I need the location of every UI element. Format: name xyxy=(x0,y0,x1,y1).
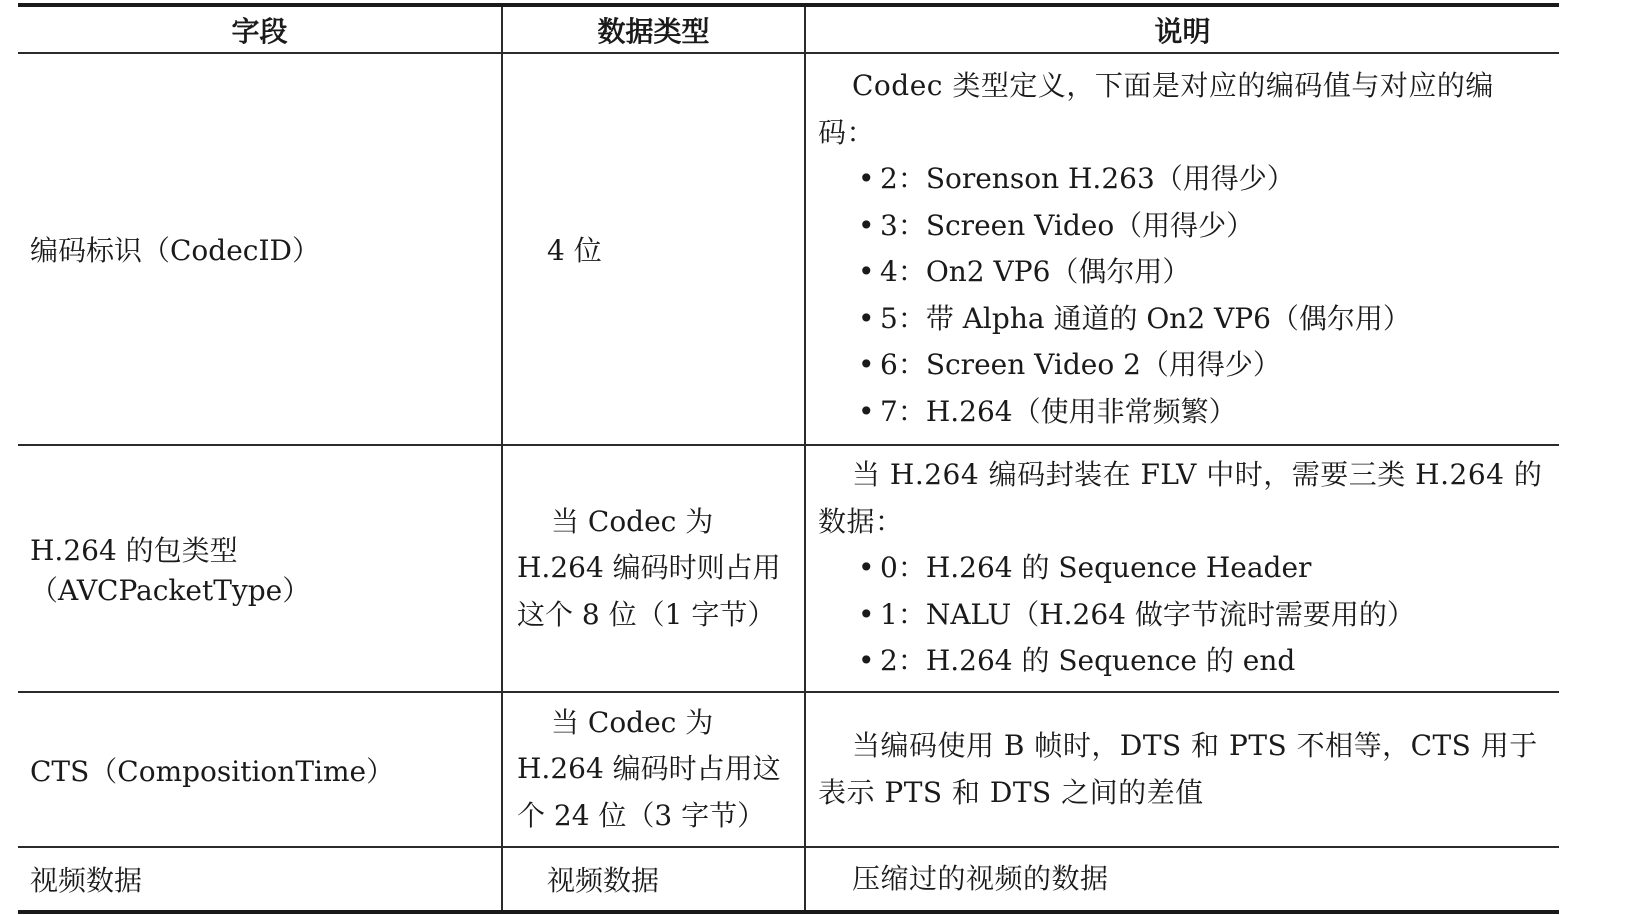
list-item-text: 7：H.264（使用非常频繁） xyxy=(880,394,1237,428)
cell-field: 视频数据 xyxy=(18,847,502,912)
list-item xyxy=(858,203,1547,250)
cell-field: H.264 的包类型（AVCPacketType） xyxy=(18,445,502,692)
list-item-text: 2：H.264 的 Sequence 的 end xyxy=(880,644,1296,678)
bullet-icon: • xyxy=(858,162,875,195)
list-item-text: 5：带 Alpha 通道的 On2 VP6（偶尔用） xyxy=(880,301,1411,335)
codec-spec-table xyxy=(18,3,1559,914)
cell-data-type: 视频数据 xyxy=(502,847,805,912)
cell-description xyxy=(805,53,1559,445)
table-header-row xyxy=(18,5,1559,53)
list-item xyxy=(858,638,1547,685)
list-item-text: 1：NALU（H.264 做字节流时需要用的） xyxy=(880,597,1415,631)
packet-type-list xyxy=(818,545,1547,685)
data-type-text: 当 Codec 为 H.264 编码时占用这个 24 位（3 字节） xyxy=(517,705,781,832)
list-item-text: 3：Screen Video（用得少） xyxy=(880,208,1255,242)
cell-data-type xyxy=(502,692,805,847)
codec-value-list xyxy=(818,156,1547,435)
list-item xyxy=(858,342,1547,389)
bullet-icon: • xyxy=(858,644,875,678)
list-item-text: 2：Sorenson H.263（用得少） xyxy=(880,162,1295,195)
list-item-text: 0：H.264 的 Sequence Header xyxy=(880,551,1312,585)
bullet-icon: • xyxy=(858,208,875,242)
cell-data-type xyxy=(502,445,805,692)
table-row xyxy=(18,53,1559,445)
cell-description xyxy=(805,692,1559,847)
list-item xyxy=(858,545,1547,592)
cell-data-type: 4 位 xyxy=(502,53,805,445)
header-data-type: 数据类型 xyxy=(502,5,805,53)
table-row xyxy=(18,847,1559,912)
bullet-icon: • xyxy=(858,255,875,288)
cell-field: 编码标识（CodecID） xyxy=(18,53,502,445)
description-intro: 压缩过的视频的数据 xyxy=(852,861,1109,895)
bullet-icon: • xyxy=(858,597,875,631)
list-item xyxy=(858,249,1547,296)
list-item-text: 4：On2 VP6（偶尔用） xyxy=(880,255,1191,288)
list-item-text: 6：Screen Video 2（用得少） xyxy=(880,348,1281,381)
cell-description xyxy=(805,445,1559,692)
description-intro: 当 H.264 编码封装在 FLV 中时，需要三类 H.264 的数据： xyxy=(818,458,1543,538)
list-item xyxy=(858,296,1547,343)
header-field: 字段 xyxy=(18,5,502,53)
table-row xyxy=(18,692,1559,847)
bullet-icon: • xyxy=(858,301,875,335)
bullet-icon: • xyxy=(858,394,875,428)
header-description: 说明 xyxy=(805,5,1559,53)
list-item xyxy=(858,389,1547,436)
bullet-icon: • xyxy=(858,348,875,381)
cell-field: CTS（CompositionTime） xyxy=(18,692,502,847)
bullet-icon: • xyxy=(858,551,875,585)
description-intro: Codec 类型定义，下面是对应的编码值与对应的编码： xyxy=(818,69,1494,149)
data-type-text: 当 Codec 为 H.264 编码时则占用这个 8 位（1 字节） xyxy=(517,504,781,631)
list-item xyxy=(858,156,1547,203)
list-item xyxy=(858,592,1547,639)
description-intro: 当编码使用 B 帧时，DTS 和 PTS 不相等，CTS 用于表示 PTS 和 DTS 之间的差值 xyxy=(818,729,1538,809)
cell-description xyxy=(805,847,1559,912)
table-row xyxy=(18,445,1559,692)
